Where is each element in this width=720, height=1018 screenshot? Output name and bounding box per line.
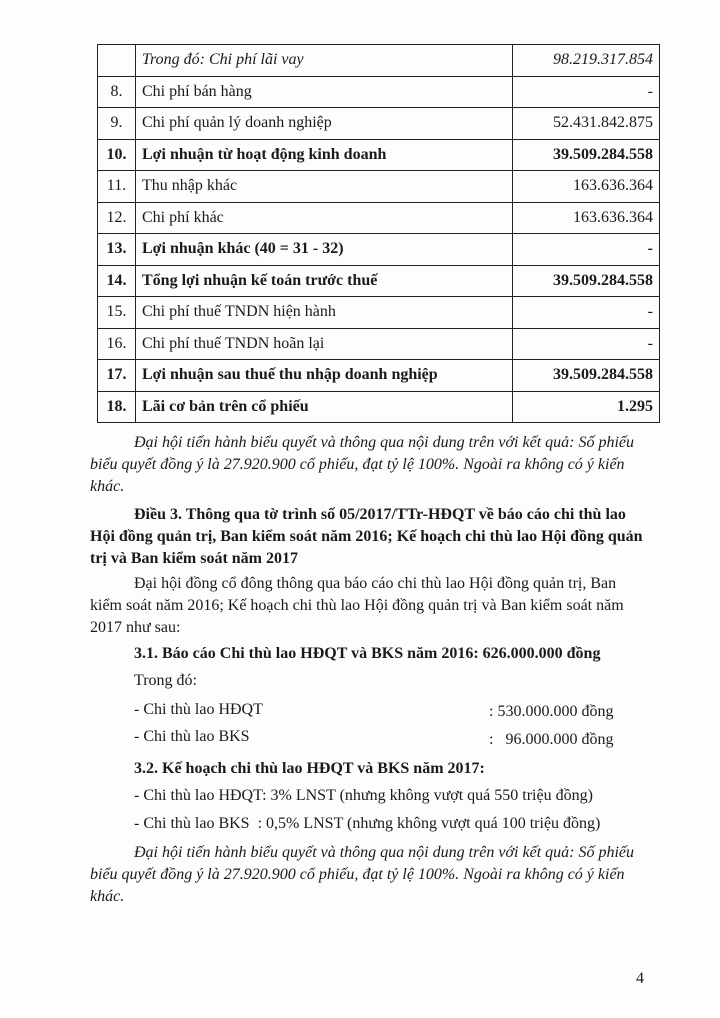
vote-result-2: Đại hội tiến hành biểu quyết và thông qua nội dung trên với kết quả: Số phiếu biểu quyết đồng ý là 27.920.900 cổ phiếu, đạt tỷ lệ 100%. Ngoài ra không có ý kiến khác.: [90, 844, 635, 905]
table-row: [98, 76, 660, 108]
row-value: 39.509.284.558: [513, 265, 660, 297]
section-3-1-sub: Trong đó:: [134, 672, 197, 689]
table-row: [98, 328, 660, 360]
row-number: 18.: [98, 391, 136, 423]
row-value: 163.636.364: [513, 171, 660, 203]
table-row: [98, 265, 660, 297]
table-row: [98, 171, 660, 203]
row-value: 98.219.317.854: [513, 45, 660, 77]
row-number: 9.: [98, 108, 136, 140]
row-item: Chi phí khác: [136, 202, 513, 234]
row-number: 15.: [98, 297, 136, 329]
row-number: 11.: [98, 171, 136, 203]
section-3-2-heading: 3.2. Kế hoạch chi thù lao HĐQT và BKS năm 2017:: [134, 760, 485, 777]
row-value: 39.509.284.558: [513, 360, 660, 392]
table-body: [98, 45, 660, 423]
table-row: [98, 234, 660, 266]
table-row: [98, 108, 660, 140]
row-number: 10.: [98, 139, 136, 171]
list-item-hdqt-value: : 530.000.000 đồng: [489, 703, 614, 720]
row-number: 12.: [98, 202, 136, 234]
row-value: -: [513, 328, 660, 360]
row-item: Thu nhập khác: [136, 171, 513, 203]
income-statement-table: [97, 44, 660, 423]
article-3-intro: Đại hội đồng cổ đông thông qua báo cáo chi thù lao Hội đồng quản trị, Ban kiểm soát năm 2016; Kế hoạch chi thù lao Hội đồng quản trị và Ban kiểm soát năm 2017 như sau:: [90, 575, 624, 636]
list-item-bks-label: - Chi thù lao BKS: [134, 728, 250, 745]
row-number: 16.: [98, 328, 136, 360]
row-number: 13.: [98, 234, 136, 266]
row-number: 14.: [98, 265, 136, 297]
row-item: Lãi cơ bản trên cổ phiếu: [136, 391, 513, 423]
row-item: Chi phí quản lý doanh nghiệp: [136, 108, 513, 140]
table-row: [98, 360, 660, 392]
row-value: 52.431.842.875: [513, 108, 660, 140]
row-value: -: [513, 76, 660, 108]
row-number: 8.: [98, 76, 136, 108]
row-item: Lợi nhuận từ hoạt động kinh doanh: [136, 139, 513, 171]
table-row: [98, 297, 660, 329]
row-item: Trong đó: Chi phí lãi vay: [136, 45, 513, 77]
row-value: 163.636.364: [513, 202, 660, 234]
list-item-plan-hdqt: - Chi thù lao HĐQT: 3% LNST (nhưng không vượt quá 550 triệu đồng): [134, 787, 593, 804]
row-item: Chi phí thuế TNDN hoãn lại: [136, 328, 513, 360]
row-value: -: [513, 297, 660, 329]
table-row: [98, 139, 660, 171]
page-number: 4: [636, 970, 644, 987]
row-item: Tổng lợi nhuận kế toán trước thuế: [136, 265, 513, 297]
row-number: [98, 45, 136, 77]
row-item: Lợi nhuận sau thuế thu nhập doanh nghiệp: [136, 360, 513, 392]
list-item-hdqt-label: - Chi thù lao HĐQT: [134, 701, 263, 718]
table-row: [98, 45, 660, 77]
section-3-1-heading: 3.1. Báo cáo Chi thù lao HĐQT và BKS năm 2016: 626.000.000 đồng: [134, 645, 601, 662]
list-item-bks-value: : 96.000.000 đồng: [489, 731, 614, 748]
vote-result-1: Đại hội tiến hành biểu quyết và thông qua nội dung trên với kết quả: Số phiếu biểu quyết đồng ý là 27.920.900 cổ phiếu, đạt tỷ lệ 100%. Ngoài ra không có ý kiến khác.: [90, 434, 635, 495]
row-item: Chi phí thuế TNDN hiện hành: [136, 297, 513, 329]
row-number: 17.: [98, 360, 136, 392]
row-value: -: [513, 234, 660, 266]
table-row: [98, 202, 660, 234]
article-3-heading: Điều 3. Thông qua tờ trình số 05/2017/TTr-HĐQT về báo cáo chi thù lao Hội đồng quản trị, Ban kiểm soát năm 2016; Kế hoạch chi thù lao Hội đồng quản trị và Ban kiểm soát năm 2017: [90, 506, 643, 567]
table-row: [98, 391, 660, 423]
list-item-plan-bks: - Chi thù lao BKS : 0,5% LNST (nhưng không vượt quá 100 triệu đồng): [134, 815, 601, 832]
row-item: Chi phí bán hàng: [136, 76, 513, 108]
row-item: Lợi nhuận khác (40 = 31 - 32): [136, 234, 513, 266]
row-value: 39.509.284.558: [513, 139, 660, 171]
row-value: 1.295: [513, 391, 660, 423]
